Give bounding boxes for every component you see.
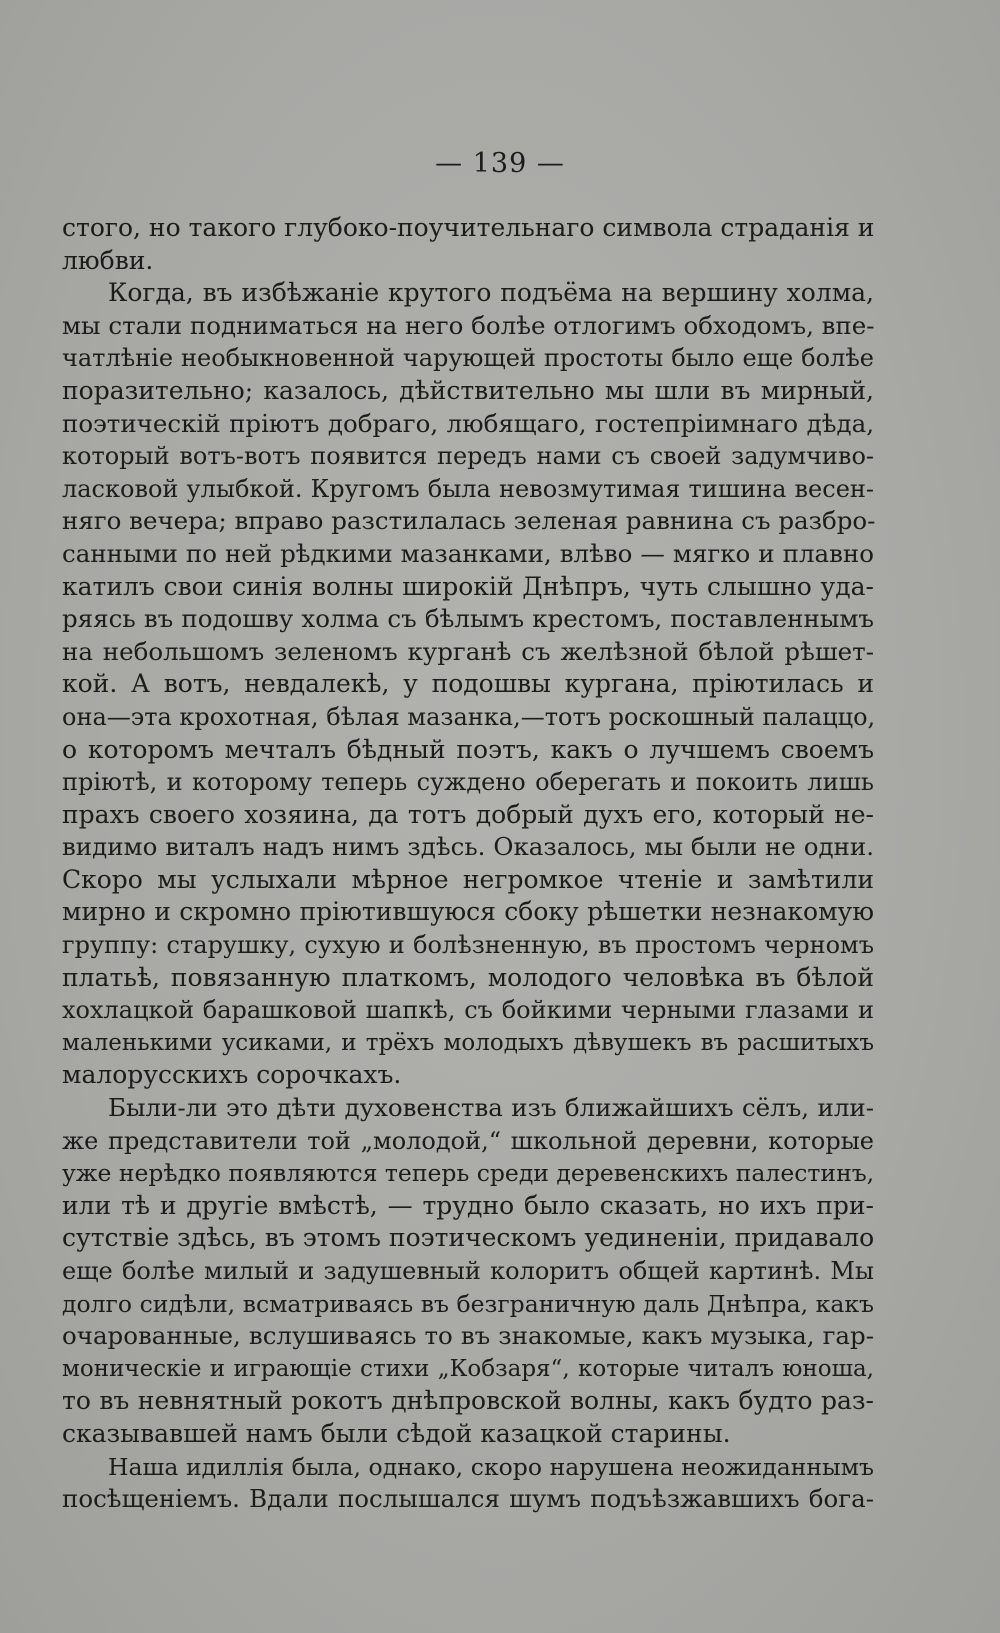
text-line: стого, но такого глубоко-поучительнаго символа страданія и: [62, 213, 875, 242]
text-line: мирно и скромно пріютившуюся сбоку рѣшетки незнакомую: [62, 897, 874, 927]
text-line: кой. А вотъ, невдалекѣ, у подошвы кургана, пріютилась и: [62, 669, 874, 699]
body-text: [62, 212, 874, 1516]
text-line: Скоро мы услыхали мѣрное негромкое чтеніе и замѣтили: [62, 864, 874, 894]
text-line: долго сидѣли, всматриваясь въ безграничную даль Днѣпра, какъ: [62, 1289, 874, 1318]
text-line: мы стали подниматься на него болѣе отлогимъ обходомъ, впе-: [62, 310, 875, 340]
text-line: на небольшомъ зеленомъ курганѣ съ желѣзной бѣлой рѣшет-: [62, 636, 874, 666]
text-line: посѣщеніемъ. Вдали послышался шумъ подъѣзжавшихъ бога-: [62, 1484, 874, 1514]
text-line: хохлацкой барашковой шапкѣ, съ бойкими черными глазами и: [62, 996, 874, 1025]
text-line: ласковой улыбкой. Кругомъ была невозмутимая тишина весен-: [62, 474, 874, 503]
text-line: о которомъ мечталъ бѣдный поэтъ, какъ о лучшемъ своемъ: [62, 734, 874, 764]
text-line: сутствіе здѣсь, въ этомъ поэтическомъ уединеніи, придавало: [62, 1223, 875, 1253]
text-line: сказывавшей намъ были сѣдой казацкой старины.: [62, 1418, 731, 1448]
text-line: группу: старушку, сухую и болѣзненную, въ простомъ черномъ: [62, 931, 874, 960]
text-line: или тѣ и другіе вмѣстѣ, — трудно было сказать, но ихъ при-: [62, 1190, 874, 1220]
text-line: то въ невнятный рокотъ днѣпровской волны, какъ будто раз-: [62, 1386, 874, 1416]
text-line: Когда, въ избѣжаніе крутого подъёма на вершину холма,: [108, 278, 874, 308]
text-line: поэтическій пріютъ добраго, любящаго, гостепріимнаго дѣда,: [62, 408, 874, 438]
text-line: моническіе и играющіе стихи „Кобзаря“, которые читалъ юноша,: [62, 1355, 874, 1382]
text-line: Были-ли это дѣти духовенства изъ ближайшихъ сёлъ, или-: [108, 1093, 874, 1123]
text-line: очарованные, вслушиваясь то въ знакомые, какъ музыка, гар-: [62, 1321, 874, 1351]
text-line: санными по ней рѣдкими мазанками, влѣво — мягко и плавно: [62, 538, 874, 568]
text-line: поразительно; казалось, дѣйствительно мы шли въ мирный,: [62, 375, 874, 405]
text-line: малорусскихъ сорочкахъ.: [62, 1060, 402, 1090]
text-line: катилъ свои синія волны широкій Днѣпръ, чуть слышно уда-: [62, 571, 874, 601]
text-line: она—эта крохотная, бѣлая мазанка,—тотъ роскошный палаццо,: [62, 702, 876, 731]
text-line: уже нерѣдко появляются теперь среди деревенскихъ палестинъ,: [62, 1159, 875, 1188]
text-line: няго вечера; вправо разстилалась зеленая равнина съ разбро-: [62, 506, 876, 536]
text-line: любви.: [62, 245, 154, 275]
text-line: еще болѣе милый и задушевный колоритъ общей картинѣ. Мы: [62, 1257, 874, 1285]
text-line: Наша идиллія была, однако, скоро нарушена неожиданнымъ: [108, 1452, 874, 1481]
page-number: — 139 —: [435, 148, 565, 179]
text-line: пріютѣ, и которому теперь суждено оберегать и покоить лишь: [62, 768, 874, 797]
text-line: ряясь въ подошву холма съ бѣлымъ крестомъ, поставленнымъ: [62, 604, 874, 634]
text-line: видимо виталъ надъ нимъ здѣсь. Оказалось, мы были не одни.: [62, 832, 874, 862]
text-line: чатлѣніе необыкновенной чарующей простоты было еще болѣе: [62, 344, 874, 373]
text-line: же представители той „молодой,“ школьной деревни, которые: [62, 1126, 874, 1155]
text-line: маленькими усиками, и трёхъ молодыхъ дѣвушекъ въ расшитыхъ: [62, 1029, 874, 1056]
text-line: прахъ своего хозяина, да тотъ добрый духъ его, который не-: [62, 799, 874, 829]
text-line: который вотъ-вотъ появится передъ нами съ своей задумчиво-: [62, 442, 874, 471]
text-line: платьѣ, повязанную платкомъ, молодого человѣка въ бѣлой: [62, 962, 874, 992]
